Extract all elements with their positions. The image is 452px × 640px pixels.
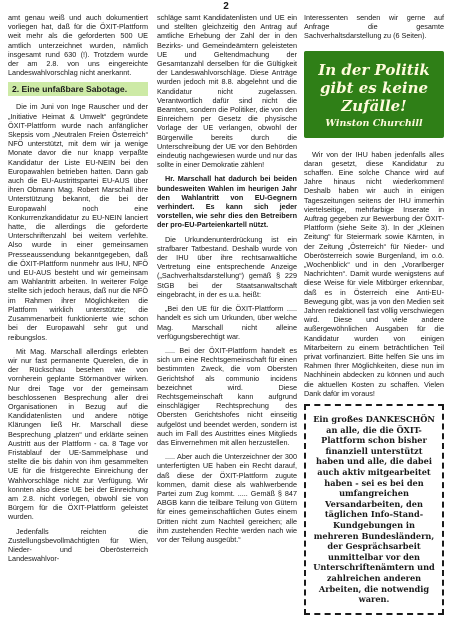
paragraph-request: Interessenten senden wir gerne auf Anfrage die gesamte Sachverhaltsdarstellung zu (6 Seiten). [304,13,444,41]
quote-author: Winston Churchill [325,117,423,129]
column-left [8,13,148,568]
paragraph-marschall-prevented: Hr. Marschall hat dadurch bei beiden bundesweiten Wahlen im heurigen Jahr den Wahlantritt von EU-Gegnern verhindert. Es kann sich jeder vorstellen, wie sehr dies den Betreibern der pro-EU-Parteienkartell nützt. [157,174,297,230]
paragraph-complaint: Die Urkundenunterdrückung ist ein strafbarer Tatbestand. Deshalb wurde von der IHU über ihre rechtsanwaltliche Vertretung eine entsprechende Anzeige („Sachverhaltsdarstellung“) gemäß § 229 StGB bei der Staatsanwaltschaft eingebracht, in der es u.a. heißt: [157,234,297,299]
section-heading: 2. Eine unfaßbare Sabotage. [8,82,148,96]
paragraph-intro: amt genau weiß und auch dokumentiert vorliegen hat, daß für die ÖXIT-Plattform weit mehr als die geforderten 500 UE amtlich unterzeichnet wurden, nämlich insgesamt rund 630 (!). Trotzdem wurde der am 2.8. von uns eingereichte Landeswahlvorschlag nicht anerkannt. [8,13,148,78]
paragraph-quote-3: ..... Aber auch die Unterzeichner der 300 unterfertigten UE haben ein Recht darauf, daß diese der ÖXIT-Plattform zugute kommen, damit diese als wahlwerbende Partei zum Zug kommt. ..... Gemäß § 847 ABGB kann die teilbare Teilung von Gütern für eines gemeinschaftlichen Gutes einem Dritten nicht zum Nachteil gereichen; alle ihm zustehenden Rechte werden nach wie vor der Teilung ausgeübt.“ [157,452,297,544]
paragraph-proposals: schläge samt Kandidatenlisten und UE ein und stellten gleichzeitig den Antrag auf amtliche Erhebung der Zahl der in den Bezirks- und Gemeindeämtern geleisteten UE und Geltendmachung der Gesamtanzahl derselben für die Gültigkeit der Landeswahlvorschläge. Diese Anträge wurden jedoch mit 8.8. abgelehnt und die Kandidatur nicht zugelassen. Verantwortlich dafür sind nicht die Beamten, sondern die Politiker, die von den Einreichern per Gesetz die physische Vorlage der UE verlangen, obwohl der Bürgerwille bereits durch die Unterschreibung der UE vor den Behörden eindeutig nachgewiesen wurde und nur das sollte in einer Demokratie zählen! [157,13,297,170]
thank-you-box: Ein großes DANKESCHÖN an alle, die die ÖXIT-Plattform schon bisher finanziell unterstützt haben und alle, die dabei auch aktiv mitgearbeitet haben - sei es bei den umfangreichen Versandarbeiten, den täglichen Info-Stand-Kundgebungen in mehreren Bundesländern, der Gesprächsarbeit unmittelbar vor den Unterschriftenämtern und zahlreichen anderen Arbeiten, die notwendig waren. [304,404,444,615]
quote-text: In der Politik gibt es keine Zufälle! [318,60,430,115]
paragraph-marschall: Mit Mag. Marschall allerdings erlebten wir nur fast permanente Querelen, die in der Rückschau besehen wie von vornherein geplante Störmanöver wirken. Nur drei Tage vor der gemeinsam beschlossenen Besprechung aller drei Organisationen in Bezug auf die Kandidatenlisten und andere nötige Klärungen ließ Hr. Marschall diese Besprechung „platzen“ und erklärte seinen Austritt aus der Plattform - ca. 8 Tage vor Fristablauf der UE-Sammelphase und stellte die bis dahin von ihm gesammelten UE für die fristgerechte Einreichung der Wahlvorschläge nicht zur Verfügung. Wir konnten also diese UE bei der Einreichung am 2.8. nicht vorlegen, obwohl sie von Bürgern für die ÖXIT-Plattform geleistet wurden. [8,346,148,522]
paragraph-ihu-efforts: Wir von der IHU haben jedenfalls alles daran gesetzt, diese Kandidatur zu schaffen. Eine solche Chance wird auf Jahre hinaus nicht wiederkommen! Deshalb haben wir auch in einigen Tageszeitungen seitens der IHU immerhin viertelseitige, mehrfarbige Inserate in Auftrag gegeben zur Bewerbung der ÖXIT-Plattform (siehe Seite 3). In der „Kleinen Zeitung“ für Steiermark sowie Kärnten, in der Zeitung „Österreich“ für Nieder- und Oberösterreich sowie Burgenland, im o.ö. „Wochenblick“ und in den „Vorarlberger Nachrichten“. Damit wurde wenigstens auf diese Weise für viele Mitbürger erkennbar, daß es in Österreich eine Anti-EU-Bewegung gibt, was ja von den Medien seit Jahren redaktionell fast völlig verschwiegen wird. Diese und viele andere außergewöhnlichen Ausgaben für die Kandidatur wurden von einigen Mitarbeitern zu einem beträchtlichen Teil privat vorfinanziert. Bitte helfen Sie uns im Rahmen Ihrer Möglichkeiten, diese nun im Nachhinein abdecken zu können und auch die aktuellen Kosten zu schaffen. Vielen Dank dafür im voraus! [304,149,444,398]
column-middle [157,13,297,549]
paragraph-submission: Jedenfalls reichten die Zustellungsbevollmächtigten für Wien, Nieder- und Oberösterreich Landeswahlvor- [8,526,148,564]
churchill-quote-box [304,51,444,138]
paragraph-quote-1: „Bei den UE für die ÖXIT-Plattform ..... handelt es sich um Urkunden, über welche Mag. Marschall nicht alleine verfügungsberechtigt war. [157,304,297,341]
column-right [304,13,444,615]
page-number: 2 [223,1,229,12]
paragraph-oexit-platform: Die im Juni von Inge Rauscher und der „Initiative Heimat & Umwelt“ gegründete ÖXIT-Plattform wurde nach anfänglicher Skepsis vom „Neutralen Freien Österreich“ NFÖ unterstützt, mit dem wir ja wenige Monate davor die nur knapp verpaßte Kandidatur der Liste EU-NEIN bei den Europawahlen betrieben hatten. Dann gab auch die EU-Austrittspartei EU-AUS über ihren Obmann Mag. Robert Marschall ihre Unterstützung bekannt, die bei der Europawahl noch eine Konkurrenzkandidatur zu EU-NEIN lanciert hatte, die allerdings die geforderte Unterschriftenzahl bei weitem verfehlte. Also wurde in einer gemeinsamen Presseaussendung bekanntgegeben, daß die ÖXIT-Plattform nunmehr aus IHU, NFÖ und EU-AUS besteht und wir gemeinsam am Wahlantritt arbeiten. In weiterer Folge stellte sich jedoch heraus, daß nur die NFÖ im Rahmen ihrer Möglichkeiten die Plattform wirklich unterstützte; die Zusammenarbeit funktionierte wie schon bei der Europawahl sehr gut und reibungslos. [8,102,148,342]
paragraph-quote-2: ..... Bei der ÖXIT-Plattform handelt es sich um eine Rechtsgemeinschaft für einen bestimmten Zweck, die vom Obersten Gerichtshof als communio incidens bezeichnet wird. Diese Rechtsgemeinschaft kann aufgrund einschlägiger Rechtsprechung des Obersten Gerichtshofes nicht einseitig aufgelöst und beendet werden, sondern ist auch im Fall des Austrittes eines Mitglieds das Einvernehmen mit allen herzustellen. [157,345,297,447]
